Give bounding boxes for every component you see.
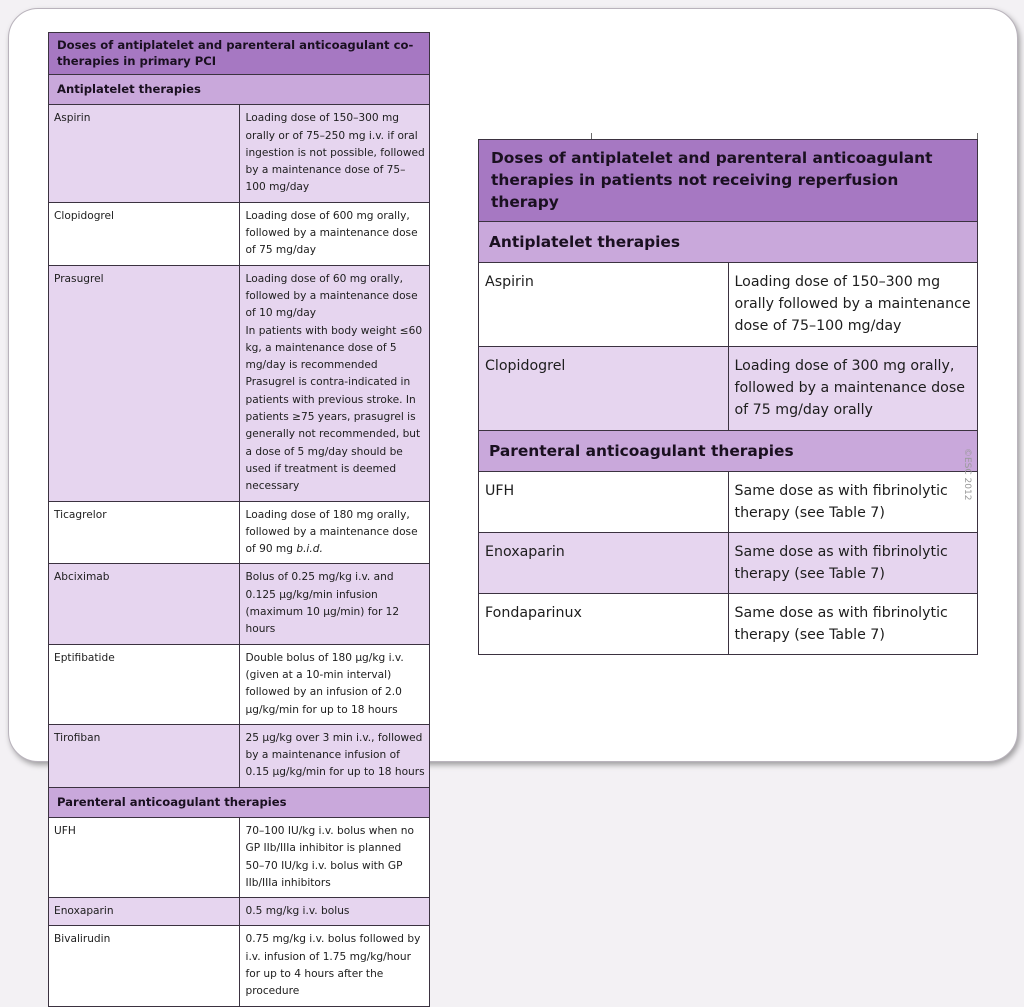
drug-name: Clopidogrel xyxy=(49,202,240,265)
drug-name: Aspirin xyxy=(49,105,240,202)
dose-text: 70–100 IU/kg i.v. bolus when no GP IIb/IIIa inhibitor is planned 50–70 IU/kg i.v. bolus with GP IIb/IIIa inhibitors xyxy=(239,817,430,897)
table-row xyxy=(479,263,978,347)
dose-text: Loading dose of 600 mg orally, followed by a maintenance dose of 75 mg/day xyxy=(239,202,430,265)
drug-name: Enoxaparin xyxy=(479,533,729,594)
dose-text: Same dose as with fibrinolytic therapy (see Table 7) xyxy=(728,533,978,594)
table-row xyxy=(49,202,430,265)
table-row xyxy=(49,105,430,202)
dose-text: Loading dose of 150–300 mg orally followed by a maintenance dose of 75–100 mg/day xyxy=(728,263,978,347)
dose-text xyxy=(239,501,430,564)
dose-text-main: Loading dose of 180 mg orally, followed by a maintenance dose of 90 mg xyxy=(245,508,418,556)
table-row xyxy=(49,817,430,897)
drug-name: UFH xyxy=(49,817,240,897)
dose-frequency: b.i.d. xyxy=(296,543,323,556)
drug-name: Bivalirudin xyxy=(49,926,240,1006)
drug-name: Eptifibatide xyxy=(49,644,240,724)
table-title: Doses of antiplatelet and parenteral anticoagulant therapies in patients not receiving reperfusion therapy xyxy=(479,140,978,222)
table-row xyxy=(49,926,430,1006)
dose-text: Loading dose of 60 mg orally, followed by a maintenance dose of 10 mg/day In patients with body weight ≤60 kg, a maintenance dose of 5 mg/day is recommended Prasugrel is contra-indicated in patients with previous stroke. In patients ≥75 years, prasugrel is generally not recommended, but a dose of 5 mg/day should be used if treatment is deemed necessary xyxy=(239,265,430,501)
primary-pci-dose-table xyxy=(48,32,430,1007)
section-heading-anticoagulant: Parenteral anticoagulant therapies xyxy=(49,787,430,817)
table-row xyxy=(49,644,430,724)
table-row xyxy=(479,594,978,655)
table-row xyxy=(49,265,430,501)
table-row xyxy=(479,472,978,533)
dose-text: Same dose as with fibrinolytic therapy (see Table 7) xyxy=(728,472,978,533)
table-row xyxy=(49,564,430,644)
no-reperfusion-dose-table xyxy=(478,139,978,655)
dose-text: Bolus of 0.25 mg/kg i.v. and 0.125 μg/kg/min infusion (maximum 10 μg/min) for 12 hours xyxy=(239,564,430,644)
table-row xyxy=(49,724,430,787)
dose-text: Double bolus of 180 μg/kg i.v. (given at a 10-min interval) followed by an infusion of 2.0 μg/kg/min for up to 18 hours xyxy=(239,644,430,724)
table-row xyxy=(49,501,430,564)
drug-name: Aspirin xyxy=(479,263,729,347)
drug-name: UFH xyxy=(479,472,729,533)
drug-name: Ticagrelor xyxy=(49,501,240,564)
dose-text: 0.75 mg/kg i.v. bolus followed by i.v. infusion of 1.75 mg/kg/hour for up to 4 hours after the procedure xyxy=(239,926,430,1006)
dose-text: 0.5 mg/kg i.v. bolus xyxy=(239,898,430,926)
drug-name: Tirofiban xyxy=(49,724,240,787)
section-heading-antiplatelet: Antiplatelet therapies xyxy=(479,222,978,263)
section-heading-anticoagulant: Parenteral anticoagulant therapies xyxy=(479,431,978,472)
table-row xyxy=(479,347,978,431)
drug-name: Prasugrel xyxy=(49,265,240,501)
drug-name: Clopidogrel xyxy=(479,347,729,431)
dose-text: Loading dose of 150–300 mg orally or of 75–250 mg i.v. if oral ingestion is not possible, followed by a maintenance dose of 75–100 mg/day xyxy=(239,105,430,202)
drug-name: Enoxaparin xyxy=(49,898,240,926)
drug-name: Abciximab xyxy=(49,564,240,644)
dose-text: Same dose as with fibrinolytic therapy (see Table 7) xyxy=(728,594,978,655)
table-row xyxy=(49,898,430,926)
dose-text: Loading dose of 300 mg orally, followed by a maintenance dose of 75 mg/day orally xyxy=(728,347,978,431)
copyright-watermark: ©ESC 2012 xyxy=(962,448,972,501)
section-heading-antiplatelet: Antiplatelet therapies xyxy=(49,75,430,105)
dose-text: 25 μg/kg over 3 min i.v., followed by a maintenance infusion of 0.15 μg/kg/min for up to 18 hours xyxy=(239,724,430,787)
drug-name: Fondaparinux xyxy=(479,594,729,655)
table-row xyxy=(479,533,978,594)
table-title: Doses of antiplatelet and parenteral anticoagulant co-therapies in primary PCI xyxy=(49,33,430,75)
